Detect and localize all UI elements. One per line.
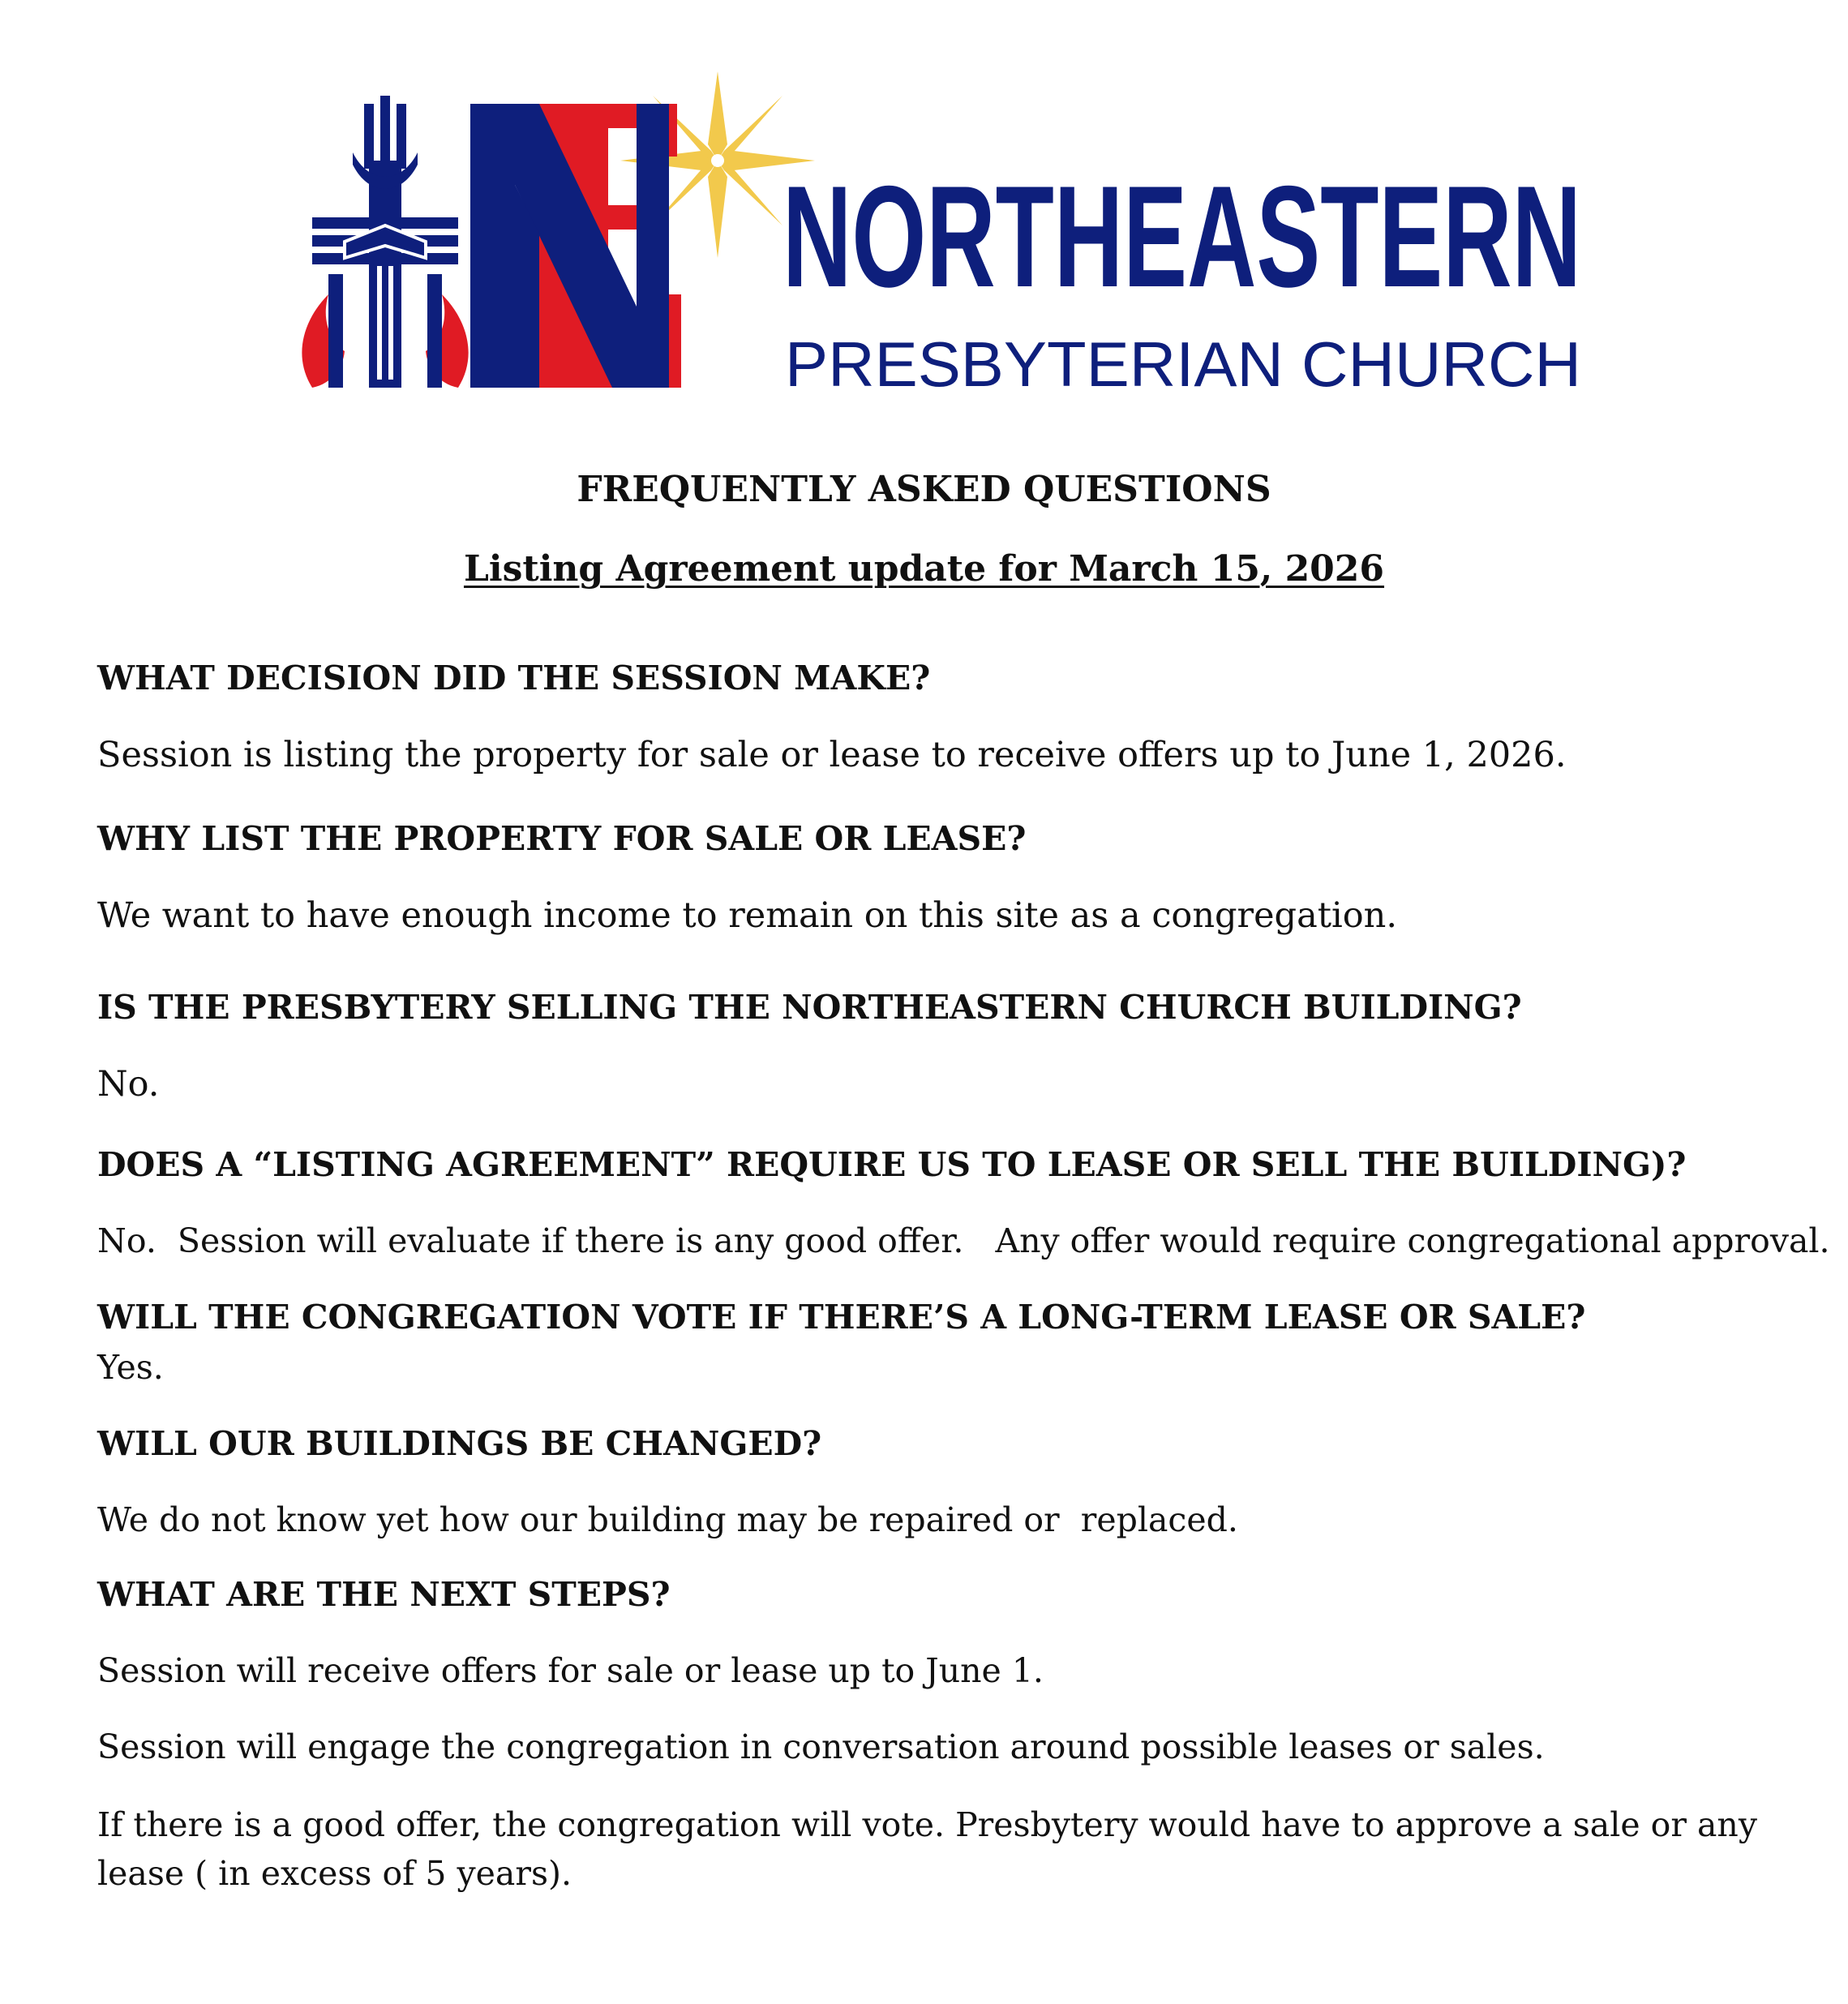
faq-answer: Session will receive offers for sale or lease up to June 1. <box>97 1651 1044 1690</box>
faq-question: WHAT ARE THE NEXT STEPS? <box>97 1575 671 1614</box>
faq-question: IS THE PRESBYTERY SELLING THE NORTHEASTERN CHURCH BUILDING? <box>97 988 1522 1027</box>
faq-answer: Yes. <box>97 1348 164 1387</box>
page-subtitle <box>0 548 1848 590</box>
faq-question: WHAT DECISION DID THE SESSION MAKE? <box>97 659 931 697</box>
presbyterian-seal-icon <box>302 96 468 388</box>
page-title: FREQUENTLY ASKED QUESTIONS <box>577 469 1271 510</box>
faq-answer: Session will engage the congregation in conversation around possible leases or sales. <box>97 1727 1545 1766</box>
church-logo <box>296 63 1593 404</box>
faq-question: WHY LIST THE PROPERTY FOR SALE OR LEASE? <box>97 819 1027 858</box>
faq-question: WILL OUR BUILDINGS BE CHANGED? <box>97 1424 822 1463</box>
faq-answer: No. <box>97 1064 160 1105</box>
ne-monogram <box>470 104 681 388</box>
faq-answer: We want to have enough income to remain on this site as a congregation. <box>97 895 1397 936</box>
faq-question: WILL THE CONGREGATION VOTE IF THERE’S A LONG-TERM LEASE OR SALE? <box>97 1298 1586 1337</box>
logo-wordmark: NORTHEASTERN <box>783 156 1581 317</box>
faq-answer: No. Session will evaluate if there is any good offer. Any offer would require congregational approval. <box>97 1221 1830 1260</box>
faq-answer: We do not know yet how our building may be repaired or replaced. <box>97 1500 1238 1539</box>
faq-answer: If there is a good offer, the congregation will vote. Presbytery would have to approve a sale or any lease ( in excess of 5 years). <box>97 1805 1757 1893</box>
faq-question: DOES A “LISTING AGREEMENT” REQUIRE US TO LEASE OR SELL THE BUILDING)? <box>97 1145 1687 1184</box>
page-subtitle-text: Listing Agreement update for March 15, 2026 <box>463 548 1385 590</box>
faq-answer: Session is listing the property for sale or lease to receive offers up to June 1, 2026. <box>97 735 1567 775</box>
logo-subtitle: PRESBYTERIAN CHURCH <box>785 328 1581 400</box>
